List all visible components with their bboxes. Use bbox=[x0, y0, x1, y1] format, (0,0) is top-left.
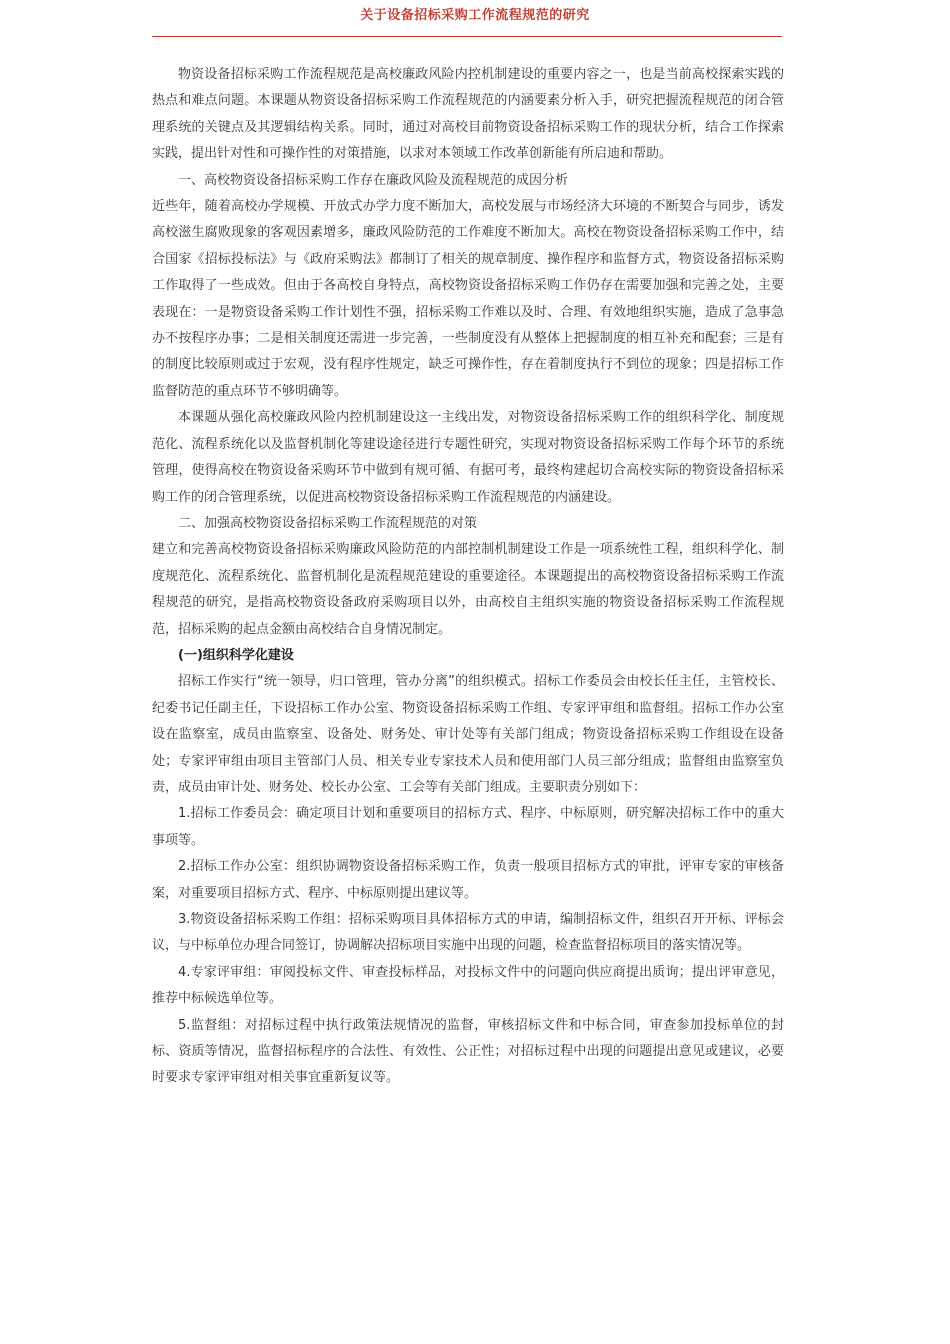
duty-item-2: 2.招标工作办公室：组织协调物资设备招标采购工作，负责一般项目招标方式的审批，评审专家的审核备案，对重要项目招标方式、程序、中标原则提出建议等。 bbox=[152, 859, 784, 901]
subsection-heading-1: (一)组织科学化建设 bbox=[178, 647, 294, 663]
header-divider bbox=[152, 36, 782, 37]
duty-item-4: 4.专家评审组：审阅投标文件、审查投标样品，对投标文件中的问题向供应商提出质询；提出评审意见，推荐中标候选单位等。 bbox=[152, 964, 784, 1007]
paragraph-intro: 物资设备招标采购工作流程规范是高校廉政风险内控机制建设的重要内容之一，也是当前高校探索实践的热点和难点问题。本课题从物资设备招标采购工作流程规范的内涵要素分析入手，研究把握流程规范的闭合管理系统的关键点及其逻辑结构关系。同时，通过对高校目前物资设备招标采购工作的现状分析，结合工作探索实践，提出针对性和可操作性的对策措施，以求对本领域工作改革创新能有所启迪和帮助。 bbox=[152, 67, 784, 162]
paragraph-section-2-1: 建立和完善高校物资设备招标采购廉政风险防范的内部控制机制建设工作是一项系统性工程，组织科学化、制度规范化、流程系统化、监督机制化是流程规范建设的重要途径。本课题提出的高校物资设备招标采购工作流程规范的研究，是指高校物资设备政府采购项目以外，由高校自主组织实施的物资设备招标采购工作流程规范，招标采购的起点金额由高校结合自身情况制定。 bbox=[152, 542, 784, 637]
duty-item-3: 3.物资设备招标采购工作组：招标采购项目具体招标方式的申请，编制招标文件，组织召开开标、评标会议，与中标单位办理合同签订，协调解决招标项目实施中出现的问题，检查监督招标项目的落实情况等。 bbox=[152, 912, 784, 954]
paragraph-section-1-2: 本课题从强化高校廉政风险内控机制建设这一主线出发，对物资设备招标采购工作的组织科学化、制度规范化、流程系统化以及监督机制化等建设途径进行专题性研究，实现对物资设备招标采购工作每个环节的系统管理，使得高校在物资设备采购环节中做到有规可循、有据可考，最终构建起切合高校实际的物资设备招标采购工作的闭合管理系统，以促进高校物资设备招标采购工作流程规范的内涵建设。 bbox=[152, 410, 784, 505]
paragraph-subsection-1-1: 招标工作实行“统一领导，归口管理，管办分离”的组织模式。招标工作委员会由校长任主任，主管校长、纪委书记任副主任，下设招标工作办公室、物资设备招标采购工作组、专家评审组和监督组。招标工作办公室设在监察室，成员由监察室、设备处、财务处、审计处等有关部门组成；物资设备招标采购工作组设在设备处；专家评审组由项目主管部门人员、相关专业专家技术人员和使用部门人员三部分组成；监督组由监察室负责，成员由审计处、财务处、校长办公室、工会等有关部门组成。主要职责分别如下： bbox=[152, 674, 784, 795]
duty-item-1: 1.招标工作委员会：确定项目计划和重要项目的招标方式、程序、中标原则，研究解决招标工作中的重大事项等。 bbox=[152, 806, 784, 848]
section-heading-1: 一、高校物资设备招标采购工作存在廉政风险及流程规范的成因分析 bbox=[178, 172, 569, 188]
page-header-title: 关于设备招标采购工作流程规范的研究 bbox=[360, 8, 590, 23]
document-body bbox=[152, 62, 784, 1092]
duty-item-5: 5.监督组：对招标过程中执行政策法规情况的监督，审核招标文件和中标合同，审查参加投标单位的封标、资质等情况，监督招标程序的合法性、有效性、公正性；对招标过程中出现的问题提出意见或建议，必要时要求专家评审组对相关事宜重新复议等。 bbox=[152, 1017, 784, 1086]
paragraph-section-1-1: 近些年，随着高校办学规模、开放式办学力度不断加大，高校发展与市场经济大环境的不断契合与同步，诱发高校滋生腐败现象的客观因素增多，廉政风险防范的工作难度不断加大。高校在物资设备招标采购工作中，结合国家《招标投标法》与《政府采购法》都制订了相关的规章制度、操作程序和监督方式，物资设备招标采购工作取得了一些成效。但由于各高校自身特点，高校物资设备招标采购工作仍存在需要加强和完善之处，主要表现在：一是物资设备采购工作计划性不强，招标采购工作难以及时、合理、有效地组织实施，造成了急事急办不按程序办事；二是相关制度还需进一步完善，一些制度没有从整体上把握制度的相互补充和配套；三是有的制度比较原则或过于宏观，没有程序性规定，缺乏可操作性，存在着制度执行不到位的现象；四是招标工作监督防范的重点环节不够明确等。 bbox=[152, 199, 784, 399]
section-heading-2: 二、加强高校物资设备招标采购工作流程规范的对策 bbox=[178, 515, 478, 531]
